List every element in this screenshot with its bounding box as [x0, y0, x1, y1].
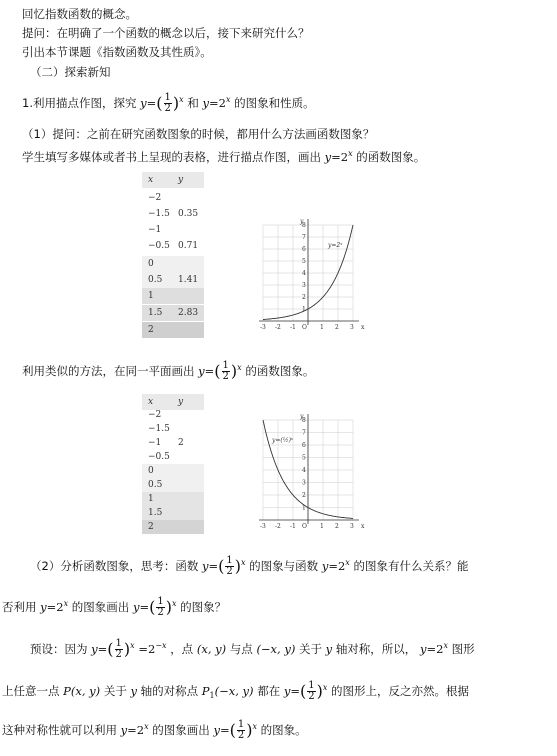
table-header: x y — [142, 172, 204, 188]
x-tick-label: -2 — [275, 324, 281, 331]
x-tick-label: 2 — [335, 523, 339, 530]
x-tick-label: x — [361, 523, 365, 530]
y-tick-label: 1 — [302, 306, 306, 313]
table-row: 1 — [142, 492, 204, 506]
x-tick-label: 3 — [350, 523, 354, 530]
y-tick-label: 8 — [302, 222, 306, 229]
x-tick-label: 1 — [320, 523, 324, 530]
data-table-2 — [142, 394, 204, 534]
text-line-5: 1.利用描点作图，探究 y=( $\frac{1}{2}$ )$^x$ 和 $y=2^x$ 的图象和性质。 — [22, 91, 315, 114]
table-row: −1.5 0.35 — [148, 209, 199, 219]
x-tick-label: 3 — [350, 324, 354, 331]
table-row: 0 — [142, 256, 204, 272]
table-row: 2 — [142, 322, 204, 338]
y-axis-label: y — [300, 218, 304, 225]
y-tick-label: 6 — [302, 246, 306, 253]
table-row: 0.5 — [142, 478, 204, 492]
x-tick-label: O — [302, 324, 307, 331]
table-row: 0.5 1.41 — [142, 272, 204, 288]
y-tick-label: 4 — [302, 467, 306, 474]
y-tick-label: 8 — [302, 417, 306, 424]
y-tick-label: 4 — [302, 270, 306, 277]
y-tick-label: 2 — [302, 294, 306, 301]
table-row: 1 — [142, 288, 204, 304]
curve-label: y=(½)ˣ — [272, 437, 294, 444]
text-line-10: 否利用 $y=2^x$ 的图象画出 y=( $\frac{1}{2}$ )$^x$ 的图象？ — [2, 595, 227, 618]
x-tick-label: x — [361, 324, 365, 331]
x-tick-label: -2 — [275, 523, 281, 530]
text-line-9: （2）分析函数图象，思考：函数 y=( $\frac{1}{2}$ )$^x$ 的图象与函数 $y=2^x$ 的图象有什么关系？能 — [30, 554, 469, 577]
text-line-3: 引出本节课题《指数函数及其性质》。 — [22, 45, 212, 59]
x-tick-label: 1 — [320, 324, 324, 331]
text-line-1: 回忆指数函数的概念。 — [22, 7, 137, 21]
text-line-6: （1）提问：之前在研究函数图象的时候，都用什么方法画函数图象？ — [22, 127, 375, 141]
table-row: 1.5 2.83 — [142, 305, 204, 321]
text-line-7: 学生填写多媒体或者书上呈现的表格，进行描点作图，画出 $y=2^x$ 的函数图象。 — [22, 149, 426, 164]
table-row: −1 — [148, 225, 162, 235]
table-row: 0 — [142, 464, 204, 478]
section-heading: （二）探索新知 — [30, 65, 111, 79]
y-tick-label: 5 — [302, 454, 306, 462]
text-line-8: 利用类似的方法，在同一平面画出 y=( $\frac{1}{2}$ )$^x$ 的函数图象。 — [22, 359, 315, 382]
x-tick-label: 2 — [335, 324, 339, 331]
table-row: −0.5 0.71 — [148, 241, 199, 251]
data-table-1 — [142, 172, 204, 340]
table-row: −2 — [148, 193, 162, 203]
y-tick-label: 3 — [302, 479, 306, 487]
table-row: −2 — [148, 410, 162, 420]
x-tick-label: -3 — [260, 523, 266, 530]
y-tick-label: 1 — [302, 504, 306, 512]
y-tick-label: 2 — [302, 492, 306, 499]
y-tick-label: 7 — [302, 234, 306, 241]
table-header: x y — [142, 394, 204, 410]
text-line-12: 上任意一点 P(x, y) 关于 y 轴的对称点 $P_1(-x$, y) 都在 y=( $\frac{1}{2}$ )$^x$ 的图形上，反之亦然。根据 — [2, 679, 470, 702]
table-row: 1.5 — [142, 506, 204, 520]
table-row: −1 2 — [148, 438, 184, 448]
table-row: −0.5 — [148, 452, 170, 462]
text-line-13: 这种对称性就可以利用 $y=2^x$ 的图象画出 y=( $\frac{1}{2}$ )$^x$ 的图象。 — [2, 718, 307, 741]
exp-growth-graph — [244, 213, 374, 333]
x-tick-label: -1 — [290, 324, 296, 331]
text-line-11: 预设：因为 y=( $\frac{1}{2}$ )$^x =2^{-x}$ ，点 (x, y) 与点 (−x, y) 关于 y 轴对称，所以， $y=2^x$ 图形 — [30, 637, 475, 660]
table-row: 2 — [142, 520, 204, 534]
exp-decay-graph — [252, 404, 382, 532]
table-row: −1.5 — [148, 424, 170, 434]
text-line-2: 提问：在明确了一个函数的概念以后，接下来研究什么？ — [22, 26, 310, 40]
curve-label: y=2ˣ — [328, 242, 343, 249]
y-tick-label: 7 — [302, 429, 306, 437]
y-tick-label: 3 — [302, 282, 306, 289]
y-tick-label: 6 — [302, 442, 306, 449]
x-tick-label: O — [302, 523, 307, 530]
x-tick-label: -1 — [290, 523, 296, 530]
y-axis-label: y — [300, 413, 304, 420]
x-tick-label: -3 — [260, 324, 266, 331]
y-tick-label: 5 — [302, 258, 306, 265]
